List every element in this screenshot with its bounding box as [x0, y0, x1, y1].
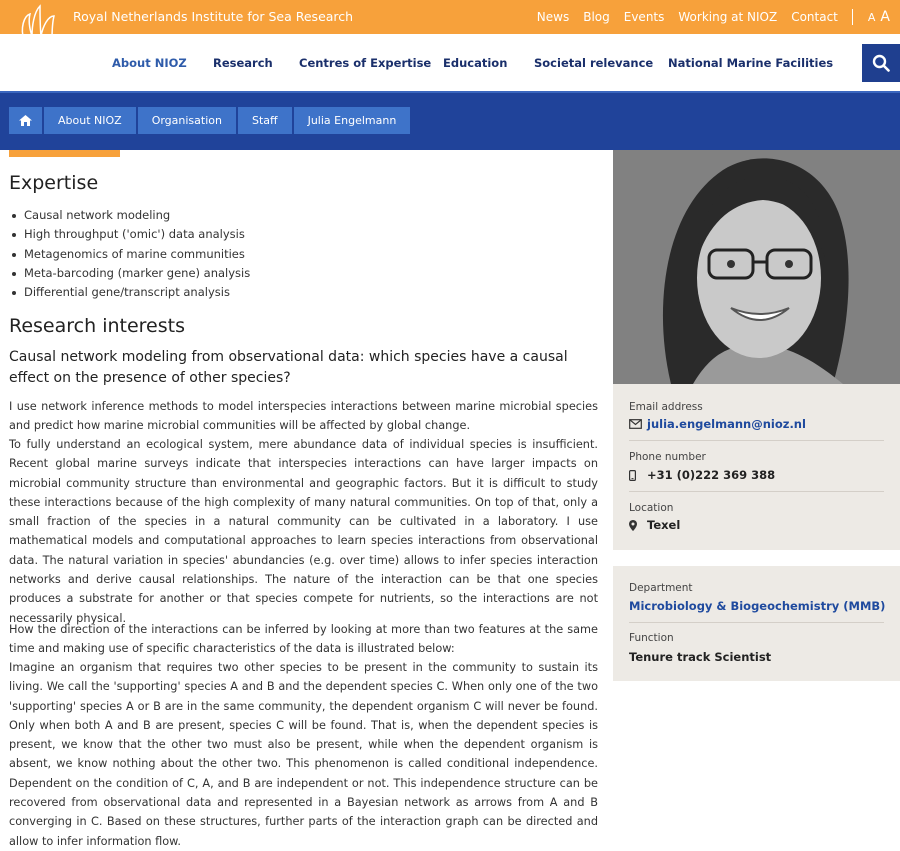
research-paragraph-1: I use network inference methods to model interspecies interactions between marine microbial species and predict how marine microbial communities will be affected by global change. — [9, 400, 598, 433]
email-label: Email address — [629, 401, 703, 413]
function-label: Function — [629, 632, 674, 644]
envelope-icon — [629, 419, 642, 429]
breadcrumb-band — [0, 91, 900, 150]
top-link-events[interactable]: Events — [623, 10, 665, 24]
institute-name: Royal Netherlands Institute for Sea Research — [73, 9, 354, 24]
location-row — [629, 518, 680, 532]
list-item: Metagenomics of marine communities — [9, 245, 250, 264]
breadcrumb-organisation[interactable]: Organisation — [138, 107, 238, 134]
top-link-blog[interactable]: Blog — [583, 10, 610, 24]
location-label: Location — [629, 502, 674, 514]
phone-label: Phone number — [629, 451, 706, 463]
divider — [629, 491, 884, 492]
nav-research[interactable]: Research — [213, 56, 273, 70]
font-size-small-button[interactable]: A — [867, 10, 876, 24]
research-paragraph-4: Imagine an organism that requires two other species to be present in the community to sustain its living. We call the 'supporting' species A and B and the dependent species C. When only one of the two 'supporting' species A or B are in the same community, the dependent organism C will never be found. Only when both A and B are present, species C will be found. That is, when the dependent species is present, we know that the other two must also be present, while when the dependent organism is absent, we know nothing about the other two. This phenomenon is called conditional independence. Dependent on the condition of C, A, and B are independent or not. This independence structure can be recovered from observational data and represented in a Bayesian network as arrows from A and B converging in C. Based on these structures, further parts of the interaction graph can be directed and allow to infer information flow. — [9, 661, 598, 848]
expertise-list — [9, 206, 250, 302]
nav-about-nioz[interactable]: About NIOZ — [112, 56, 187, 70]
top-links-divider — [852, 9, 853, 25]
phone-value[interactable]: +31 (0)222 369 388 — [647, 468, 776, 482]
expertise-heading: Expertise — [9, 172, 99, 194]
top-link-contact[interactable]: Contact — [791, 10, 838, 24]
email-link[interactable] — [629, 417, 806, 431]
home-icon — [19, 115, 32, 126]
top-links — [523, 9, 890, 25]
nav-national-marine-facilities[interactable]: National Marine Facilities — [668, 56, 834, 70]
nav-societal-relevance[interactable]: Societal relevance — [534, 56, 654, 70]
list-item: Causal network modeling — [9, 206, 250, 225]
nav-education[interactable]: Education — [443, 56, 508, 70]
orange-tab-accent — [9, 150, 120, 157]
breadcrumb — [9, 107, 410, 134]
research-subheading: Causal network modeling from observational data: which species have a causal effect on the presence of other species? — [9, 349, 568, 386]
search-icon — [872, 54, 890, 72]
top-bar — [0, 0, 900, 34]
location-value: Texel — [647, 518, 681, 532]
top-link-news[interactable]: News — [536, 10, 570, 24]
profile-photo — [613, 150, 900, 384]
function-value: Tenure track Scientist — [629, 650, 772, 664]
breadcrumb-staff[interactable]: Staff — [238, 107, 294, 134]
divider — [629, 440, 884, 441]
department-card — [613, 566, 900, 681]
map-marker-icon — [629, 520, 637, 531]
main-nav — [0, 34, 900, 91]
list-item: Meta-barcoding (marker gene) analysis — [9, 264, 250, 283]
breadcrumb-about-nioz[interactable]: About NIOZ — [44, 107, 138, 134]
department-link[interactable]: Microbiology & Biogeochemistry (MMB) — [629, 599, 886, 613]
breadcrumb-home[interactable] — [9, 107, 44, 134]
search-button[interactable] — [862, 44, 900, 82]
research-interests-heading: Research interests — [9, 315, 185, 337]
divider — [629, 622, 884, 623]
nav-centres-of-expertise[interactable]: Centres of Expertise — [299, 56, 432, 70]
email-value[interactable]: julia.engelmann@nioz.nl — [647, 417, 806, 431]
breadcrumb-julia-engelmann[interactable]: Julia Engelmann — [307, 114, 397, 127]
research-paragraph-3: How the direction of the interactions can be inferred by looking at more than two features at the same time and making use of specific characteristics of the data is illustrated below: — [9, 623, 598, 656]
list-item: Differential gene/transcript analysis — [9, 283, 250, 302]
research-paragraph-2: To fully understand an ecological system, mere abundance data of individual species is insufficient. Recent global marine surveys indicate that interspecies interactions can have larger impacts on microbial community structure than environmental and geographic factors. But it is difficult to study these interactions because of the high complexity of many natural communities. On top of that, only a small fraction of the species in a natural community can be cultivated in a laboratory. I use mathematical models and computational approaches to learn species interactions from observational data. The natural variation in species' abundancies (e.g. over time) allows to infer species interaction networks and derive causal relationships. The nature of the interaction can be that one species produces a substrate for another or that species compete for nutrients, so the interactions are not necessarily physical. — [9, 438, 598, 625]
font-size-large-button[interactable]: A — [880, 9, 890, 25]
top-link-working-at-nioz[interactable]: Working at NIOZ — [678, 10, 778, 24]
department-label: Department — [629, 582, 693, 594]
phone-row — [629, 468, 775, 482]
contact-card — [613, 384, 900, 550]
phone-icon — [629, 470, 636, 481]
list-item: High throughput ('omic') data analysis — [9, 225, 250, 244]
